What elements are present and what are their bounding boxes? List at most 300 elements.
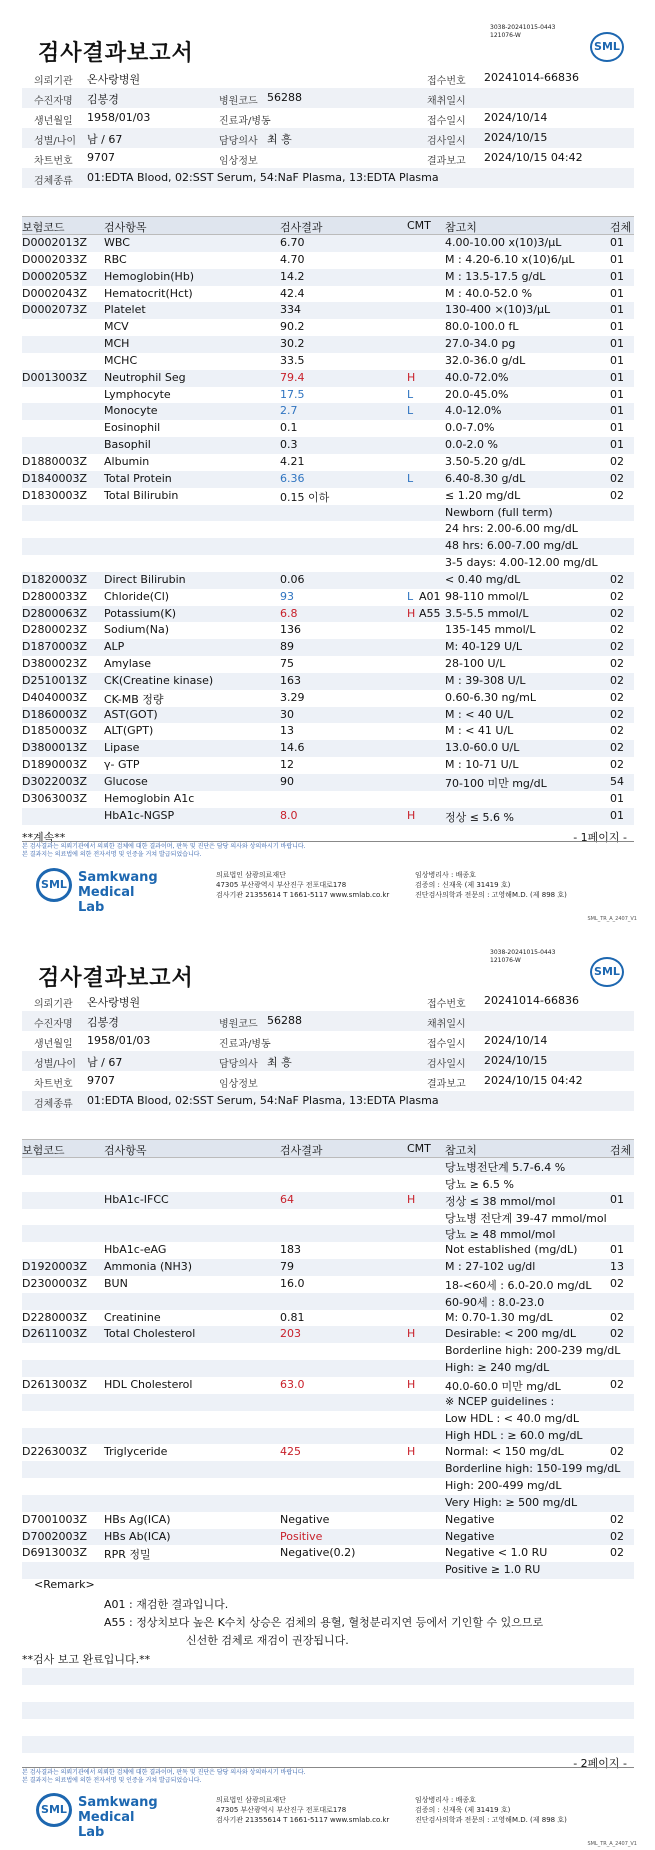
- specimen-code: 02: [610, 1377, 624, 1391]
- test-item: Total Protein: [104, 471, 172, 485]
- table-row: [22, 1529, 634, 1546]
- header-result: 검사결과: [280, 1144, 323, 1157]
- test-item: Lymphocyte: [104, 387, 171, 401]
- test-result: 79: [280, 1260, 294, 1274]
- specimen-code: 02: [610, 1512, 624, 1526]
- hospital-code-label: 병원코드: [219, 96, 258, 107]
- org-line: 의료법인 삼광의료재단: [216, 871, 286, 879]
- insurance-code: D3800013Z: [22, 741, 87, 755]
- sample-date-label: 채취일시: [427, 96, 466, 107]
- specimen-code: 02: [610, 724, 624, 738]
- info-row: [22, 1031, 634, 1051]
- test-result: 136: [280, 623, 301, 637]
- sml-logo-text: SML: [594, 40, 620, 53]
- table-row: [22, 1310, 634, 1327]
- insurance-code: D1830003Z: [22, 488, 87, 502]
- report-complete-text: **검사 보고 완료입니다.**: [22, 1653, 151, 1666]
- reference-range: Not established (mg/dL): [445, 1243, 578, 1257]
- test-item: Hemoglobin A1c: [104, 791, 195, 805]
- test-item: ALT(GPT): [104, 724, 154, 738]
- insurance-code: D7001003Z: [22, 1512, 87, 1526]
- patient-value: 김봉경: [87, 93, 119, 106]
- insurance-code: D1870003Z: [22, 640, 87, 654]
- insurance-code: D2280003Z: [22, 1310, 87, 1324]
- document-code: [490, 949, 555, 965]
- test-result: 0.81: [280, 1310, 305, 1324]
- birth-label: 생년월일: [34, 1039, 73, 1050]
- info-row: [22, 168, 634, 188]
- reference-range: 48 hrs: 6.00-7.00 mg/dL: [445, 539, 578, 553]
- chart-value: 9707: [87, 151, 115, 164]
- reference-range: M : 10-71 U/L: [445, 758, 519, 772]
- insurance-code: D0002043Z: [22, 286, 87, 300]
- reference-range: 0.60-6.30 ng/mL: [445, 690, 536, 704]
- header-result: 검사결과: [280, 221, 323, 234]
- reference-range: 6.40-8.30 g/dL: [445, 471, 526, 485]
- sml-logo-text: SML: [594, 965, 620, 978]
- reference-range: 27.0-34.0 pg: [445, 337, 516, 351]
- specimen-code: 01: [610, 808, 624, 822]
- test-result: 90: [280, 775, 294, 788]
- insurance-code: D2611003Z: [22, 1327, 87, 1341]
- test-result: 203: [280, 1327, 301, 1341]
- reference-range: 정상 ≤ 5.6 %: [445, 810, 514, 824]
- test-item: Triglyceride: [104, 1445, 168, 1459]
- insurance-code: D2613003Z: [22, 1377, 87, 1391]
- info-row: [22, 108, 634, 128]
- test-result: 14.6: [280, 741, 305, 755]
- patient-value: 김봉경: [87, 1016, 119, 1029]
- insurance-code: D3022003Z: [22, 775, 87, 788]
- reference-range: M : < 40 U/L: [445, 707, 514, 721]
- table-body: [22, 1158, 634, 1579]
- reference-range: Newborn (full term): [445, 505, 553, 519]
- test-item: Total Bilirubin: [104, 488, 179, 502]
- sml-logo-text: SML: [41, 878, 67, 891]
- table-row: [22, 1545, 634, 1562]
- doctor-value: 최 흥: [267, 1056, 292, 1069]
- reference-range: 60-90세 : 8.0-23.0: [445, 1295, 545, 1309]
- table-row: [22, 774, 634, 791]
- specimen-code: 01: [610, 286, 624, 300]
- table-row: [22, 336, 634, 353]
- test-item: Platelet: [104, 303, 146, 317]
- table-row: [22, 1276, 634, 1293]
- specimen-code: 02: [610, 606, 624, 620]
- table-row: [22, 1293, 634, 1310]
- insurance-code: D0002013Z: [22, 236, 87, 249]
- info-row: [22, 128, 634, 148]
- test-result: 13: [280, 724, 294, 738]
- reference-range: High HDL : ≥ 60.0 mg/dL: [445, 1428, 583, 1442]
- clinical-label: 임상정보: [219, 156, 258, 167]
- insurance-code: D1840003Z: [22, 471, 87, 485]
- table-header: [22, 1139, 634, 1158]
- report-date-label: 결과보고: [427, 156, 466, 167]
- remark-title: <Remark>: [34, 1578, 95, 1591]
- staff-line: 진단검사의학과 전문의 : 고영해M.D. (제 898 호): [415, 1816, 567, 1824]
- insurance-code: D1850003Z: [22, 724, 87, 738]
- reference-range: ≤ 1.20 mg/dL: [445, 488, 521, 502]
- samkwang-logo: [36, 866, 158, 915]
- hl-flag: L: [407, 404, 414, 418]
- sex-age-label: 성별/나이: [34, 136, 77, 147]
- header-spec: 검체: [610, 221, 632, 234]
- test-date-label: 검사일시: [427, 1059, 466, 1070]
- specimen-code: 01: [610, 269, 624, 283]
- clinical-label: 임상정보: [219, 1079, 258, 1090]
- test-result: 79.4: [280, 370, 305, 384]
- test-item: Glucose: [104, 775, 148, 788]
- test-result: 0.15 이하: [280, 490, 330, 504]
- test-item: WBC: [104, 236, 130, 249]
- staff-line: 임상병리사 : 배종호: [415, 871, 476, 879]
- receipt-date-label: 접수일시: [427, 116, 466, 127]
- table-row: [22, 740, 634, 757]
- reference-range: 80.0-100.0 fL: [445, 320, 519, 334]
- insurance-code: D1880003Z: [22, 454, 87, 468]
- specimen-value: 01:EDTA Blood, 02:SST Serum, 54:NaF Plasma, 13:EDTA Plasma: [87, 1094, 439, 1107]
- table-row: [22, 1377, 634, 1394]
- specimen-code: 01: [610, 791, 624, 805]
- report-title: 검사결과보고서: [38, 41, 194, 66]
- org-line: 47305 부산광역시 부산진구 전포대로178: [216, 881, 347, 889]
- test-date-value: 2024/10/15: [484, 131, 548, 144]
- table-row: [22, 1326, 634, 1343]
- version-code: SML_TR_A_2407_V1: [587, 1841, 637, 1847]
- info-row: [22, 1091, 634, 1111]
- footer-note-line: 본 검사결과는 의뢰기관에서 의뢰한 검체에 대한 결과이며, 판독 및 진단은 담당 의사와 상의하시기 바랍니다.: [22, 1769, 306, 1776]
- receipt-no-value: 20241014-66836: [484, 994, 579, 1007]
- reference-range: Normal: < 150 mg/dL: [445, 1445, 564, 1459]
- sample-date-label: 채취일시: [427, 1019, 466, 1030]
- insurance-code: D2300003Z: [22, 1276, 87, 1290]
- test-item: Hemoglobin(Hb): [104, 269, 195, 283]
- header-ref: 참고치: [445, 221, 477, 234]
- specimen-code: 13: [610, 1260, 624, 1274]
- test-result: 163: [280, 673, 301, 687]
- sml-logo: [590, 32, 624, 62]
- test-item: Total Cholesterol: [104, 1327, 196, 1341]
- specimen-code: 01: [610, 320, 624, 334]
- table-row: [22, 420, 634, 437]
- test-item: Sodium(Na): [104, 623, 169, 637]
- insurance-code: D6913003Z: [22, 1546, 87, 1560]
- test-item: MCV: [104, 320, 129, 334]
- reference-range: Borderline high: 200-239 mg/dL: [445, 1344, 621, 1358]
- test-item: Ammonia (NH3): [104, 1260, 193, 1274]
- reference-range: 당뇨병 전단계 39-47 mmol/mol: [445, 1211, 607, 1225]
- brand-line: Medical Lab: [78, 885, 135, 915]
- specimen-code: 02: [610, 488, 624, 502]
- staff-info: [415, 1795, 567, 1825]
- reference-range: ※ NCEP guidelines :: [445, 1394, 555, 1408]
- info-row: [22, 68, 634, 88]
- specimen-code: 02: [610, 1445, 624, 1459]
- table-row: [22, 791, 634, 808]
- hl-flag: H: [407, 1377, 416, 1391]
- insurance-code: D2800033Z: [22, 589, 87, 603]
- table-row: [22, 1225, 634, 1242]
- specimen-code: 01: [610, 337, 624, 351]
- table-row: [22, 454, 634, 471]
- receipt-no-label: 접수번호: [427, 999, 466, 1010]
- specimen-code: 02: [610, 657, 624, 671]
- reference-range: Borderline high: 150-199 mg/dL: [445, 1462, 621, 1476]
- reference-range: M : 39-308 U/L: [445, 673, 526, 687]
- specimen-code: 01: [610, 387, 624, 401]
- hl-flag: H: [407, 370, 416, 384]
- report-date-value: 2024/10/15 04:42: [484, 151, 583, 164]
- report-page-2: [0, 925, 655, 1850]
- test-item: BUN: [104, 1276, 128, 1290]
- document-code: [490, 24, 555, 40]
- test-result: 8.0: [280, 808, 298, 822]
- test-item: Amylase: [104, 657, 152, 671]
- brand-line: Medical Lab: [78, 1810, 135, 1840]
- test-result: 12: [280, 758, 294, 772]
- specimen-code: 02: [610, 741, 624, 755]
- staff-info: [415, 870, 567, 900]
- table-row: [22, 707, 634, 724]
- reference-range: 24 hrs: 2.00-6.00 mg/dL: [445, 522, 578, 536]
- specimen-code: 01: [610, 1243, 624, 1257]
- specimen-value: 01:EDTA Blood, 02:SST Serum, 54:NaF Plasma, 13:EDTA Plasma: [87, 171, 439, 184]
- test-result: 2.7: [280, 404, 298, 418]
- specimen-code: 01: [610, 353, 624, 367]
- specimen-code: 02: [610, 673, 624, 687]
- table-row: [22, 1360, 634, 1377]
- test-result: 0.06: [280, 572, 305, 586]
- table-row: [22, 808, 634, 825]
- reference-range: 0.0-7.0%: [445, 421, 495, 435]
- test-item: AST(GOT): [104, 707, 158, 721]
- footer-note-line: 본 검사결과는 의뢰기관에서 의뢰한 검체에 대한 결과이며, 판독 및 진단은 담당 의사와 상의하시기 바랍니다.: [22, 843, 306, 850]
- patient-label: 수진자명: [34, 1019, 73, 1030]
- footer-note: [22, 1769, 634, 1785]
- page-number: - 2페이지 -: [573, 1757, 627, 1770]
- page-number: - 1페이지 -: [573, 831, 627, 844]
- test-result: 16.0: [280, 1276, 305, 1290]
- reference-range: M : 40.0-52.0 %: [445, 286, 533, 300]
- dept-label: 진료과/병동: [219, 116, 271, 127]
- insurance-code: D0002073Z: [22, 303, 87, 317]
- specimen-code: 02: [610, 1546, 624, 1560]
- test-result: 0.3: [280, 438, 298, 452]
- reference-range: M : 4.20-6.10 x(10)6/µL: [445, 252, 575, 266]
- test-result: 6.8: [280, 606, 298, 620]
- doctor-value: 최 흥: [267, 133, 292, 146]
- hl-flag: L: [407, 471, 414, 485]
- reference-range: Negative < 1.0 RU: [445, 1546, 548, 1560]
- info-row: [22, 148, 634, 168]
- reference-range: 당뇨병전단계 5.7-6.4 %: [445, 1161, 566, 1174]
- test-item: HbA1c-NGSP: [104, 808, 175, 822]
- info-row: [22, 88, 634, 108]
- specimen-code: 02: [610, 589, 624, 603]
- organization-info: [216, 1795, 389, 1825]
- results-table: [22, 1139, 634, 1579]
- test-result: 14.2: [280, 269, 305, 283]
- test-result: 17.5: [280, 387, 305, 401]
- info-row: [22, 1071, 634, 1091]
- table-row: [22, 757, 634, 774]
- test-item: Monocyte: [104, 404, 158, 418]
- specimen-code: 02: [610, 758, 624, 772]
- institution-value: 온사랑병원: [87, 996, 141, 1009]
- org-line: 의료법인 삼광의료재단: [216, 1796, 286, 1804]
- table-row: [22, 1428, 634, 1445]
- table-row: [22, 302, 634, 319]
- blank-row: [22, 1668, 634, 1685]
- table-row: [22, 370, 634, 387]
- birth-label: 생년월일: [34, 116, 73, 127]
- table-row: [22, 723, 634, 740]
- reference-range: 4.0-12.0%: [445, 404, 502, 418]
- report-date-label: 결과보고: [427, 1079, 466, 1090]
- receipt-date-value: 2024/10/14: [484, 111, 548, 124]
- patient-label: 수진자명: [34, 96, 73, 107]
- specimen-code: 02: [610, 454, 624, 468]
- receipt-no-label: 접수번호: [427, 76, 466, 87]
- reference-range: M : 13.5-17.5 g/dL: [445, 269, 546, 283]
- doctor-label: 담당의사: [219, 136, 258, 147]
- table-row: [22, 1562, 634, 1579]
- hospital-code-value: 56288: [267, 91, 302, 104]
- brand-line: Samkwang: [78, 870, 158, 885]
- table-row: [22, 1512, 634, 1529]
- reference-range: Desirable: < 200 mg/dL: [445, 1327, 577, 1341]
- hospital-code-value: 56288: [267, 1014, 302, 1027]
- specimen-code: 01: [610, 236, 624, 249]
- staff-line: 진단검사의학과 전문의 : 고영해M.D. (제 898 호): [415, 891, 567, 899]
- receipt-date-value: 2024/10/14: [484, 1034, 548, 1047]
- reference-range: 40.0-60.0 미만 mg/dL: [445, 1379, 561, 1393]
- test-item: Albumin: [104, 454, 150, 468]
- remark-a55: A55 : 정상치보다 높은 K수치 상승은 검체의 용혈, 혈청분리지연 등에서 기인할 수 있으므로: [104, 1616, 544, 1629]
- table-row: [22, 538, 634, 555]
- table-row: [22, 1158, 634, 1175]
- table-row: [22, 1411, 634, 1428]
- reference-range: 13.0-60.0 U/L: [445, 741, 520, 755]
- chart-label: 차트번호: [34, 156, 73, 167]
- insurance-code: D3800023Z: [22, 657, 87, 671]
- test-result: 4.70: [280, 252, 305, 266]
- specimen-code: 01: [610, 421, 624, 435]
- reference-range: 135-145 mmol/L: [445, 623, 536, 637]
- table-row: [22, 252, 634, 269]
- test-result: 6.36: [280, 471, 305, 485]
- table-row: [22, 319, 634, 336]
- reference-range: 28-100 U/L: [445, 657, 506, 671]
- blank-row: [22, 1736, 634, 1753]
- org-line: 47305 부산광역시 부산진구 전포대로178: [216, 1806, 347, 1814]
- table-row: [22, 690, 634, 707]
- cmt-code: A01: [419, 589, 441, 603]
- patient-info: [22, 68, 634, 188]
- footer-note: [22, 843, 634, 859]
- header-code: 보험코드: [22, 221, 65, 234]
- test-date-label: 검사일시: [427, 136, 466, 147]
- test-item: Lipase: [104, 741, 140, 755]
- specimen-code: 01: [610, 252, 624, 266]
- test-item: Creatinine: [104, 1310, 161, 1324]
- footer-divider: [22, 1767, 634, 1768]
- document-code-line: 3038-20241015-0443: [490, 949, 556, 956]
- table-row: [22, 235, 634, 252]
- hl-flag: L: [407, 589, 414, 603]
- remark-a01: A01 : 재검한 결과입니다.: [104, 1598, 229, 1611]
- chart-label: 차트번호: [34, 1079, 73, 1090]
- test-item: Hematocrit(Hct): [104, 286, 193, 300]
- insurance-code: D1860003Z: [22, 707, 87, 721]
- footer-divider: [22, 841, 634, 842]
- reference-range: Very High: ≥ 500 mg/dL: [445, 1495, 578, 1509]
- specimen-label: 검체종류: [34, 1099, 73, 1110]
- table-row: [22, 1175, 634, 1192]
- brand-line: Samkwang: [78, 1795, 158, 1810]
- test-item: γ- GTP: [104, 758, 140, 772]
- test-item: HBs Ag(ICA): [104, 1512, 171, 1526]
- specimen-code: 02: [610, 690, 624, 704]
- hl-flag: H: [407, 1192, 416, 1206]
- header-item: 검사항목: [104, 221, 147, 234]
- info-row: [22, 1011, 634, 1031]
- samkwang-logo: [36, 1791, 158, 1840]
- insurance-code: D1890003Z: [22, 758, 87, 772]
- reference-range: Low HDL : < 40.0 mg/dL: [445, 1411, 579, 1425]
- results-table: [22, 216, 634, 825]
- table-row: [22, 1192, 634, 1209]
- table-row: [22, 1209, 634, 1226]
- table-row: [22, 656, 634, 673]
- sex-age-value: 남 / 67: [87, 133, 123, 146]
- test-item: Chloride(Cl): [104, 589, 170, 603]
- blank-row: [22, 1702, 634, 1719]
- table-row: [22, 1259, 634, 1276]
- insurance-code: D0013003Z: [22, 370, 87, 384]
- table-row: [22, 437, 634, 454]
- header-item: 검사항목: [104, 1144, 147, 1157]
- test-item: MCH: [104, 337, 130, 351]
- reference-range: 20.0-45.0%: [445, 387, 509, 401]
- reference-range: 130-400 ×(10)3/µL: [445, 303, 551, 317]
- header-ref: 참고치: [445, 1144, 477, 1157]
- table-row: [22, 286, 634, 303]
- test-date-value: 2024/10/15: [484, 1054, 548, 1067]
- reference-range: 3.5-5.5 mmol/L: [445, 606, 529, 620]
- test-result: 30: [280, 707, 294, 721]
- test-result: Negative: [280, 1512, 330, 1526]
- table-row: [22, 572, 634, 589]
- patient-info: [22, 991, 634, 1111]
- insurance-code: D2263003Z: [22, 1445, 87, 1459]
- table-body: [22, 235, 634, 825]
- cmt-code: A55: [419, 606, 441, 620]
- header-spec: 검체: [610, 1144, 632, 1157]
- reference-range: M : < 41 U/L: [445, 724, 514, 738]
- report-title: 검사결과보고서: [38, 966, 194, 991]
- receipt-date-label: 접수일시: [427, 1039, 466, 1050]
- test-result: 75: [280, 657, 294, 671]
- birth-value: 1958/01/03: [87, 1034, 151, 1047]
- continued-text: **계속**: [22, 831, 66, 844]
- test-item: ALP: [104, 640, 125, 654]
- sex-age-label: 성별/나이: [34, 1059, 77, 1070]
- table-row: [22, 1478, 634, 1495]
- reference-range: 70-100 미만 mg/dL: [445, 777, 547, 790]
- table-row: [22, 606, 634, 623]
